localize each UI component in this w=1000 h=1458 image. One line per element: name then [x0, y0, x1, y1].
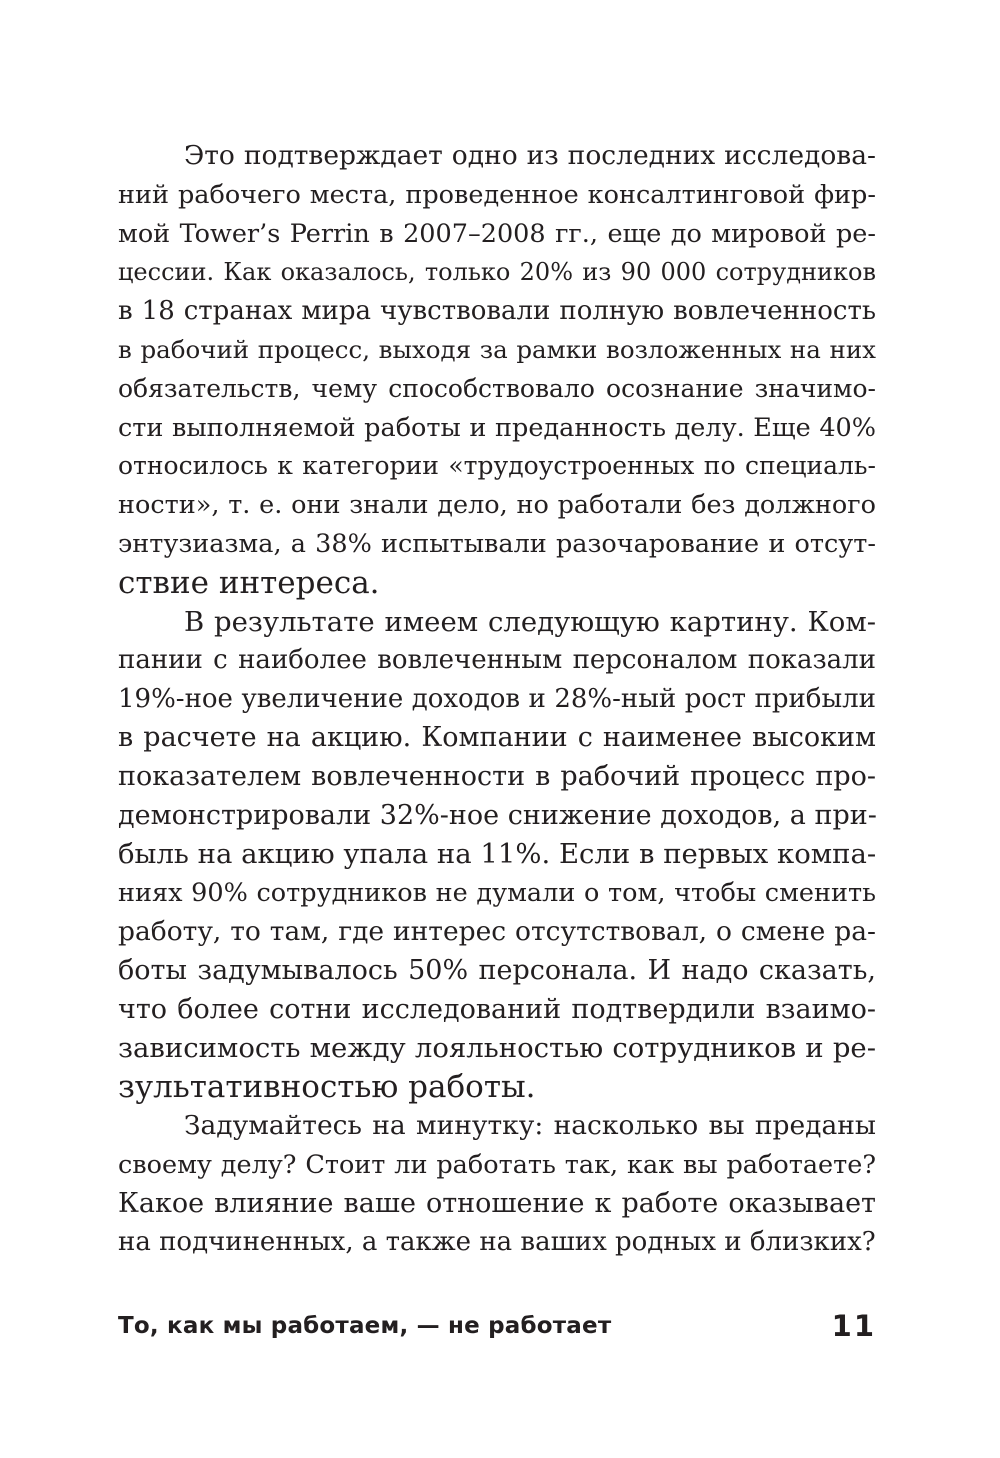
paragraph	[118, 137, 876, 603]
body-text	[118, 137, 876, 1262]
text-line: цессии. Как оказалось, только 20% из 90 000 сотрудников	[118, 258, 876, 287]
page-number: 11	[831, 1309, 876, 1343]
text-line: энтузиазма, а 38% испытывали разочарование и отсут-	[118, 528, 876, 559]
text-line: на подчиненных, а также на ваших родных и близких?	[118, 1227, 876, 1258]
text-line: в расчете на акцию. Компании с наименее высоким	[118, 721, 876, 753]
text-line: ствие интереса.	[118, 564, 380, 601]
text-line: в рабочий процесс, выходя за рамки возложенных на них	[118, 334, 876, 364]
text-line: зультативностью работы.	[118, 1069, 536, 1106]
text-line: Это подтверждает одно из последних исследова-	[184, 140, 876, 171]
text-line: своему делу? Стоит ли работать так, как вы работаете?	[118, 1149, 876, 1180]
text-line: зависимость между лояльностью сотрудников и ре-	[118, 1032, 876, 1065]
text-line: Какое влияние ваше отношение к работе оказывает	[118, 1187, 876, 1219]
text-line: демонстрировали 32%-ное снижение доходов, а при-	[118, 799, 877, 831]
text-line: обязательств, чему способствовало осознание значимо-	[118, 373, 876, 403]
text-line: ности», т. е. они знали дело, но работали без должного	[118, 490, 876, 521]
text-line: мой Tower’s Perrin в 2007–2008 гг., еще до мировой ре-	[118, 218, 876, 249]
text-line: работу, то там, где интерес отсутствовал, о смене ра-	[118, 915, 876, 947]
text-line: ниях 90% сотрудников не думали о том, чтобы сменить	[118, 878, 876, 909]
text-line: что более сотни исследований подтвердили взаимо-	[118, 993, 876, 1025]
text-line: относилось к категории «трудоустроенных по специаль-	[118, 451, 876, 481]
text-line: быль на акцию упала на 11%. Если в первых компа-	[118, 838, 877, 871]
text-line: в 18 странах мира чувствовали полную вовлеченность	[118, 296, 876, 327]
text-line: 19%-ное увеличение доходов и 28%-ный рост прибыли	[118, 684, 876, 715]
text-line: Задумайтесь на минутку: насколько вы преданы	[184, 1109, 876, 1141]
running-title: То, как мы работаем, — не работает	[118, 1313, 612, 1339]
text-line: сти выполняемой работы и преданность делу. Еще 40%	[118, 412, 876, 443]
text-line: пании с наиболее вовлеченным персоналом показали	[118, 645, 876, 676]
paragraph	[118, 1107, 876, 1262]
page-footer	[118, 1309, 876, 1349]
text-line: В результате имеем следующую картину. Ком-	[184, 605, 876, 638]
text-line: показателем вовлеченности в рабочий процесс про-	[118, 760, 876, 792]
paragraph	[118, 603, 876, 1107]
text-line: боты задумывалось 50% персонала. И надо сказать,	[118, 954, 876, 986]
text-line: ний рабочего места, проведенное консалтинговой фир-	[118, 179, 876, 210]
